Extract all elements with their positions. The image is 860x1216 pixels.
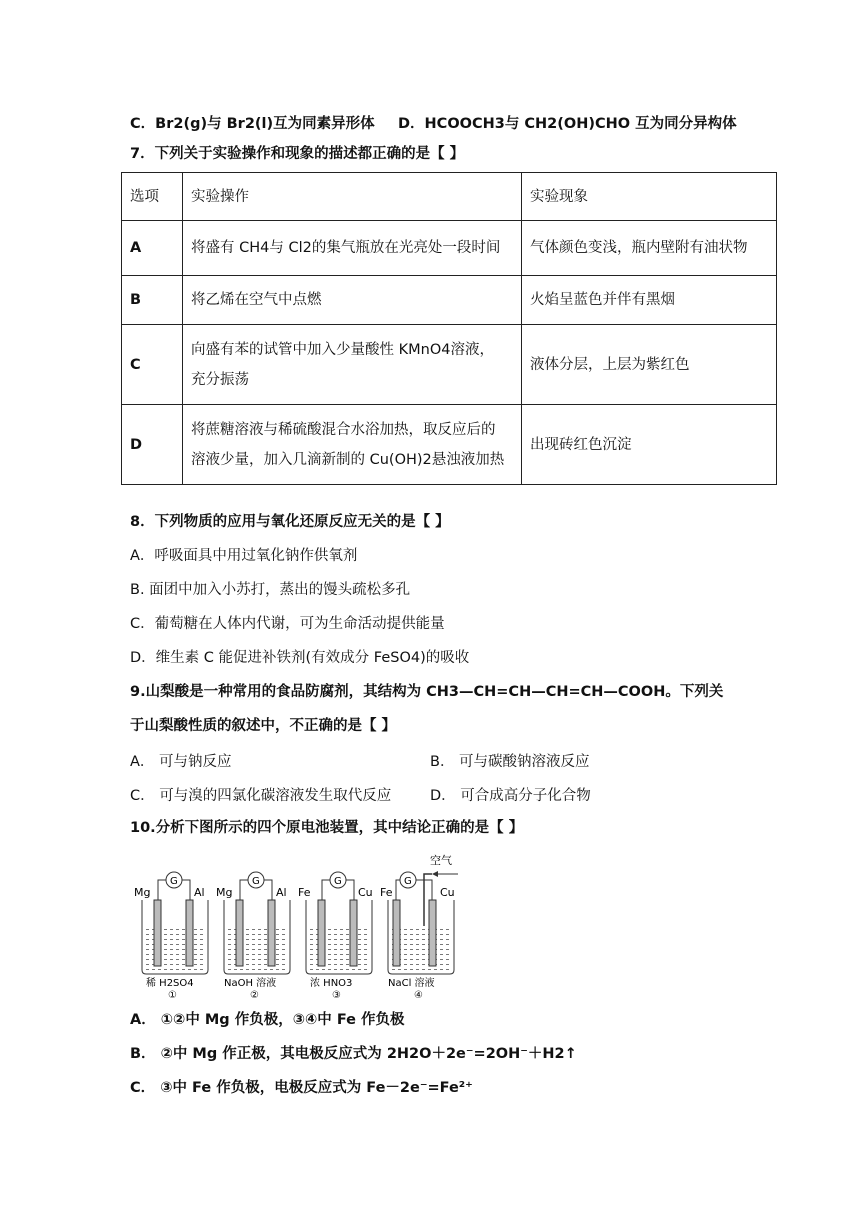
q9-option-d: D． 可合成高分子化合物 xyxy=(430,788,591,804)
q7-stem: 7．下列关于实验操作和现象的描述都正确的是【 】 xyxy=(130,146,465,162)
row-c-phenomenon: 液体分层，上层为紫红色 xyxy=(522,325,777,405)
q10-stem: 10.分析下图所示的四个原电池装置，其中结论正确的是【 】 xyxy=(130,820,524,836)
q9-stem-line2: 于山梨酸性质的叙述中，不正确的是【 】 xyxy=(130,718,397,734)
row-a-operation: 将盛有 CH4与 Cl2的集气瓶放在光亮处一段时间 xyxy=(183,221,522,276)
cell-3-left-electrode xyxy=(318,900,325,966)
q9-stem-line1: 9.山梨酸是一种常用的食品防腐剂，其结构为 CH3—CH=CH—CH=CH—COOH。下列关 xyxy=(130,684,724,700)
q8-option-d: D．维生素 C 能促进补铁剂(有效成分 FeSO4)的吸收 xyxy=(130,650,470,666)
row-c-option: C xyxy=(122,325,183,405)
cell-3-left-electrode-label: Fe xyxy=(298,886,311,899)
row-b-phenomenon: 火焰呈蓝色并伴有黑烟 xyxy=(522,276,777,325)
cell-1-left-electrode xyxy=(154,900,161,966)
row-b-option: B xyxy=(122,276,183,325)
cell-4-number: ④ xyxy=(414,990,423,1001)
q10-option-c: C． ③中 Fe 作负极，电极反应式为 Fe－2e⁻=Fe²⁺ xyxy=(130,1080,473,1096)
cell-1-right-electrode xyxy=(186,900,193,966)
row-a-phenomenon: 气体颜色变浅，瓶内壁附有油状物 xyxy=(522,221,777,276)
cell-2 xyxy=(216,872,290,1001)
cell-1-right-electrode-label: Al xyxy=(194,886,205,899)
air-label: 空气 xyxy=(430,854,452,867)
cell-4 xyxy=(380,872,455,1001)
cell-4-solution-label: NaCl 溶液 xyxy=(388,978,435,989)
q6-option-c-label: C． xyxy=(130,116,156,132)
q9-option-c: C． 可与溴的四氯化碳溶液发生取代反应 xyxy=(130,788,392,804)
cell-4-galvanometer-label: G xyxy=(404,876,412,887)
header-option: 选项 xyxy=(122,173,183,221)
q8-option-c: C．葡萄糖在人体内代谢，可为生命活动提供能量 xyxy=(130,616,445,632)
cell-3-right-electrode xyxy=(350,900,357,966)
table-row xyxy=(122,325,777,405)
cell-2-right-electrode-label: Al xyxy=(276,886,287,899)
cell-3-solution xyxy=(308,926,370,970)
row-d-operation xyxy=(183,405,522,485)
header-operation: 实验操作 xyxy=(183,173,522,221)
cell-4-right-electrode-label: Cu xyxy=(440,886,455,899)
q10-option-a: A． ①②中 Mg 作负极，③④中 Fe 作负极 xyxy=(130,1012,405,1028)
row-b-operation: 将乙烯在空气中点燃 xyxy=(183,276,522,325)
cell-3-right-electrode-label: Cu xyxy=(358,886,373,899)
q10-option-b: B． ②中 Mg 作正极，其电极反应式为 2H2O＋2e⁻=2OH⁻＋H2↑ xyxy=(130,1046,577,1062)
cell-2-solution-label: NaOH 溶液 xyxy=(224,978,277,989)
q9-option-a: A． 可与钠反应 xyxy=(130,754,232,770)
cell-1-solution xyxy=(144,926,206,970)
table-header-row xyxy=(122,173,777,221)
cell-3-galvanometer-label: G xyxy=(334,876,342,887)
row-d-operation-line2: 溶液少量，加入几滴新制的 Cu(OH)2悬浊液加热 xyxy=(191,451,505,468)
q6-option-d xyxy=(398,112,737,133)
table-row xyxy=(122,276,777,325)
cell-1-galvanometer-label: G xyxy=(170,876,178,887)
row-c-operation-line2: 充分振荡 xyxy=(191,371,249,388)
cell-1-solution-label: 稀 H2SO4 xyxy=(146,978,194,989)
q7-table xyxy=(121,172,777,485)
cell-4-left-electrode xyxy=(393,900,400,966)
q6-option-d-text: HCOOCH3与 CH2(OH)CHO 互为同分异构体 xyxy=(424,116,737,132)
table-row xyxy=(122,405,777,485)
q8-option-b: B. 面团中加入小苏打，蒸出的馒头疏松多孔 xyxy=(130,582,411,598)
galvanic-cells-figure xyxy=(128,852,458,1001)
q6-option-c-text: Br2(g)与 Br2(l)互为同素异形体 xyxy=(155,116,375,132)
cell-1 xyxy=(134,872,208,1001)
q6-option-d-label: D． xyxy=(398,116,425,132)
cell-4-left-electrode-label: Fe xyxy=(380,886,393,899)
row-c-operation xyxy=(183,325,522,405)
cell-2-solution xyxy=(226,926,288,970)
row-c-operation-line1: 向盛有苯的试管中加入少量酸性 KMnO4溶液， xyxy=(191,341,494,358)
cell-2-galvanometer-label: G xyxy=(252,876,260,887)
row-d-phenomenon: 出现砖红色沉淀 xyxy=(522,405,777,485)
air-arrowhead-icon xyxy=(432,871,438,877)
header-phenomenon: 实验现象 xyxy=(522,173,777,221)
cell-1-left-electrode-label: Mg xyxy=(134,886,151,899)
cell-2-left-electrode xyxy=(236,900,243,966)
row-a-option: A xyxy=(122,221,183,276)
cell-1-number: ① xyxy=(168,990,177,1001)
cell-3 xyxy=(298,872,373,1001)
cell-2-number: ② xyxy=(250,990,259,1001)
cell-3-number: ③ xyxy=(332,990,341,1001)
q9-option-b: B． 可与碳酸钠溶液反应 xyxy=(430,754,590,770)
row-d-operation-line1: 将蔗糖溶液与稀硫酸混合水浴加热，取反应后的 xyxy=(191,421,496,438)
q6-option-c xyxy=(130,112,375,133)
cell-2-left-electrode-label: Mg xyxy=(216,886,233,899)
cell-2-right-electrode xyxy=(268,900,275,966)
cell-4-right-electrode xyxy=(429,900,436,966)
q8-stem: 8．下列物质的应用与氧化还原反应无关的是【 】 xyxy=(130,514,450,530)
q8-option-a: A．呼吸面具中用过氧化钠作供氧剂 xyxy=(130,548,358,564)
cell-3-solution-label: 浓 HNO3 xyxy=(310,978,353,989)
row-d-option: D xyxy=(122,405,183,485)
table-row xyxy=(122,221,777,276)
